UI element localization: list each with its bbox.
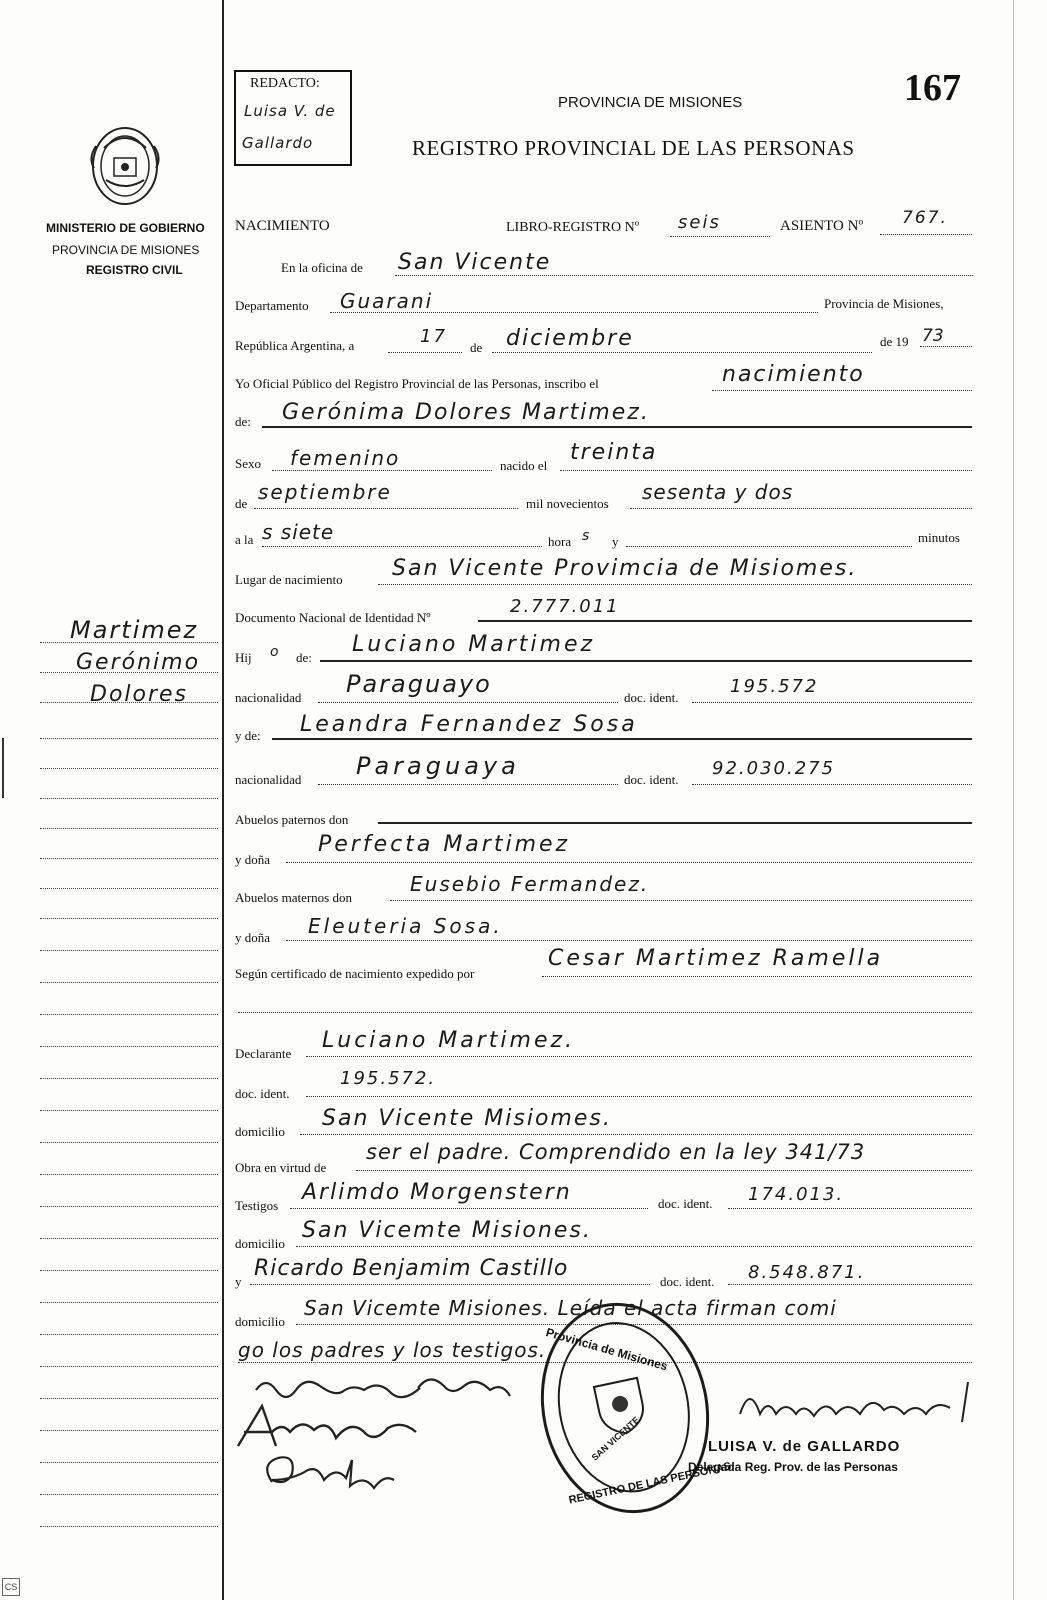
declarante-doc-line (306, 1096, 972, 1097)
anio-value: 73 (922, 326, 944, 346)
testigo1-value: Arlimdo Morgenstern (302, 1180, 572, 1205)
declarante-doc-value: 195.572. (340, 1068, 437, 1089)
abuelos-paternos-label: Abuelos paternos don (235, 812, 349, 827)
nacido-label: nacido el (500, 458, 548, 473)
oficina-value: San Vicente (398, 250, 552, 275)
anio-line (920, 346, 972, 347)
segun-label: Según certificado de nacimiento expedido por (235, 966, 475, 981)
sexo-line (272, 470, 492, 471)
madre-doc-line (692, 784, 972, 785)
padre-nacionalidad-label: nacionalidad (235, 690, 302, 705)
testigo2-line (250, 1284, 650, 1285)
oficina-label: En la oficina de (281, 260, 363, 275)
registro-heading: REGISTRO PROVINCIAL DE LAS PERSONAS (412, 136, 855, 160)
testigo2-domicilio-label: domicilio (235, 1314, 285, 1329)
hijo-label: Hij (235, 650, 252, 665)
mes-nac-line (254, 508, 518, 509)
dni-line (478, 620, 972, 622)
abuelos-paternos-line (378, 822, 972, 824)
abuela-materna-value: Eleuteria Sosa. (308, 914, 503, 938)
declarante-label: Declarante (235, 1046, 292, 1061)
declarante-domicilio-label: domicilio (235, 1124, 285, 1139)
redacto-name-1: Luisa V. de (244, 102, 336, 120)
testigo1-line (290, 1208, 648, 1209)
ministerio-label: MINISTERIO DE GOBIERNO (46, 221, 205, 235)
horas-label: hora (548, 534, 572, 549)
mes-nac-value: septiembre (258, 480, 392, 504)
stamp-text-top: Provincia de Misiones (544, 1325, 670, 1374)
coat-of-arms-icon (84, 118, 166, 210)
testigo2-doc-value: 8.548.871. (748, 1262, 866, 1283)
padre-doc-value: 195.572 (730, 676, 819, 697)
margin-divider (222, 0, 224, 1600)
lugar-value: San Vicente Provimcia de Misiomes. (392, 556, 858, 581)
testigo2-doc-label: doc. ident. (660, 1274, 715, 1289)
padre-nac-value: Paraguayo (346, 670, 492, 698)
declarante-doc-label: doc. ident. (235, 1086, 290, 1101)
official-name: LUISA V. de GALLARDO (708, 1438, 901, 1455)
nacimiento-label: NACIMIENTO (235, 218, 330, 234)
nombre-value: Gerónima Dolores Martimez. (282, 400, 650, 425)
hijo-de-label: de: (296, 650, 312, 665)
republica-label: República Argentina, a (235, 338, 355, 353)
lugar-label: Lugar de nacimiento (235, 572, 343, 587)
madre-doc-label: doc. ident. (624, 772, 679, 787)
minutos-line (626, 546, 912, 547)
stamp-text-inner: SAN VICENTE (589, 1414, 642, 1463)
dia-value: 17 (420, 326, 447, 347)
stamp-text-bottom: REGISTRO DE LAS PERSONAS (567, 1460, 733, 1507)
nombre-line (262, 426, 972, 428)
asiento-label: ASIENTO Nº (780, 218, 864, 234)
departamento-label: Departamento (235, 298, 309, 313)
redacto-box (234, 70, 352, 166)
margin-surname: Martimez (70, 616, 199, 644)
cs-badge (2, 1578, 20, 1596)
right-edge-line (1013, 0, 1014, 1600)
anio-nac-value: sesenta y dos (642, 480, 794, 504)
padre-nac-line (318, 702, 618, 703)
abuela-paterna-line (286, 862, 972, 863)
declarante-line (306, 1056, 972, 1057)
padre-doc-label: doc. ident. (624, 690, 679, 705)
testigo1-doc-line (728, 1208, 972, 1209)
de-nombre-label: de: (235, 414, 251, 429)
margin-middlename: Dolores (90, 682, 189, 707)
padre-value: Luciano Martimez (352, 632, 596, 657)
declarante-domicilio-value: San Vicente Misiomes. (322, 1106, 612, 1131)
libro-line (670, 236, 770, 237)
mes-line (492, 352, 872, 353)
binding-mark (2, 738, 4, 798)
provincia-misiones-label: Provincia de Misiones, (824, 296, 944, 311)
testigo1-domicilio-value: San Vicemte Misiones. (302, 1218, 592, 1243)
abuela-paterna-value: Perfecta Martimez (318, 832, 571, 857)
asiento-value: 767. (902, 208, 948, 228)
padre-doc-line (692, 702, 972, 703)
minutos-label: minutos (918, 530, 960, 545)
abuelos-maternos-label: Abuelos maternos don (235, 890, 352, 905)
departamento-value: Guarani (340, 289, 434, 313)
provincia-small-label: PROVINCIA DE MISIONES (52, 243, 200, 257)
official-title: Delegada Reg. Prov. de las Personas (688, 1460, 898, 1474)
segun-line-2 (238, 1012, 972, 1013)
testigo1-domicilio-label: domicilio (235, 1236, 285, 1251)
abuelo-materno-line (390, 900, 972, 901)
sexo-value: femenino (290, 446, 401, 470)
asiento-line (880, 234, 972, 235)
testigo1-doc-value: 174.013. (748, 1184, 845, 1205)
madre-doc-value: 92.030.275 (712, 758, 836, 779)
redacto-label: REDACTO: (250, 76, 320, 91)
official-signature (736, 1380, 986, 1426)
stamp-shield-icon (587, 1371, 654, 1441)
anio-label: de 19 (880, 334, 909, 349)
testigos-label: Testigos (235, 1198, 279, 1213)
closing-value: go los padres y los testigos. (238, 1338, 547, 1362)
registro-civil-label: REGISTRO CIVIL (86, 263, 183, 277)
cs-badge-label: CS (4, 1582, 18, 1592)
page-number: 167 (904, 67, 961, 109)
de-label: de (470, 340, 483, 355)
testigo1-doc-label: doc. ident. (658, 1196, 713, 1211)
hora-value: s siete (262, 520, 335, 544)
libro-value: seis (678, 212, 721, 233)
dia-line (388, 352, 462, 353)
hijo-suffix: o (270, 644, 281, 660)
declarante-value: Luciano Martimez. (322, 1028, 576, 1053)
obra-label: Obra en virtud de (235, 1160, 327, 1175)
oficial-label: Yo Oficial Público del Registro Provincial de las Personas, inscribo el (235, 376, 599, 391)
abuela-materna-label: y doña (235, 930, 271, 945)
obra-line (356, 1170, 972, 1171)
madre-nacionalidad-label: nacionalidad (235, 772, 302, 787)
hora-line (262, 546, 542, 547)
abuela-materna-line (286, 940, 972, 941)
segun-value: Cesar Martimez Ramella (548, 946, 884, 971)
dni-label: Documento Nacional de Identidad Nº (235, 610, 431, 625)
obra-value: ser el padre. Comprendido en la ley 341/73 (366, 1140, 866, 1164)
padre-line (320, 660, 972, 662)
madre-line (272, 738, 972, 740)
nacido-value: treinta (570, 440, 658, 465)
testigo2-value: Ricardo Benjamim Castillo (254, 1256, 569, 1281)
oficial-line (712, 390, 972, 391)
testigo2-doc-line (728, 1284, 972, 1285)
a-la-label: a la (235, 532, 254, 547)
madre-nac-value: Paraguaya (356, 752, 520, 780)
abuelo-materno-value: Eusebio Fermandez. (410, 872, 650, 896)
y-testigo2-label: y (235, 1274, 242, 1289)
madre-value: Leandra Fernandez Sosa (300, 712, 638, 737)
dni-value: 2.777.011 (510, 596, 620, 617)
testigo1-domicilio-line (296, 1246, 972, 1247)
y-de-label: y de: (235, 728, 261, 743)
libro-label: LIBRO-REGISTRO Nº (506, 220, 640, 235)
sexo-label: Sexo (235, 456, 261, 471)
declarante-domicilio-line (300, 1134, 972, 1135)
oficial-value: nacimiento (722, 362, 865, 387)
nacido-line (560, 470, 972, 471)
de-mes-nac-label: de (235, 496, 248, 511)
redacto-name-2: Gallardo (242, 134, 314, 152)
mes-value: diciembre (506, 326, 634, 351)
lugar-line (378, 584, 972, 585)
horas-suffix: s (582, 528, 592, 544)
provincia-heading: PROVINCIA DE MISIONES (558, 94, 743, 111)
anio-nac-line (630, 508, 972, 509)
abuela-paterna-label: y doña (235, 852, 271, 867)
testigo2-domicilio-value: San Vicemte Misiones. Leída el acta firman comi (304, 1296, 837, 1320)
margin-firstname: Gerónimo (76, 650, 201, 675)
segun-line (542, 976, 972, 977)
madre-nac-line (318, 784, 618, 785)
mil-label: mil novecientos (526, 496, 609, 511)
y-label: y (612, 534, 619, 549)
oficina-line (395, 275, 973, 276)
